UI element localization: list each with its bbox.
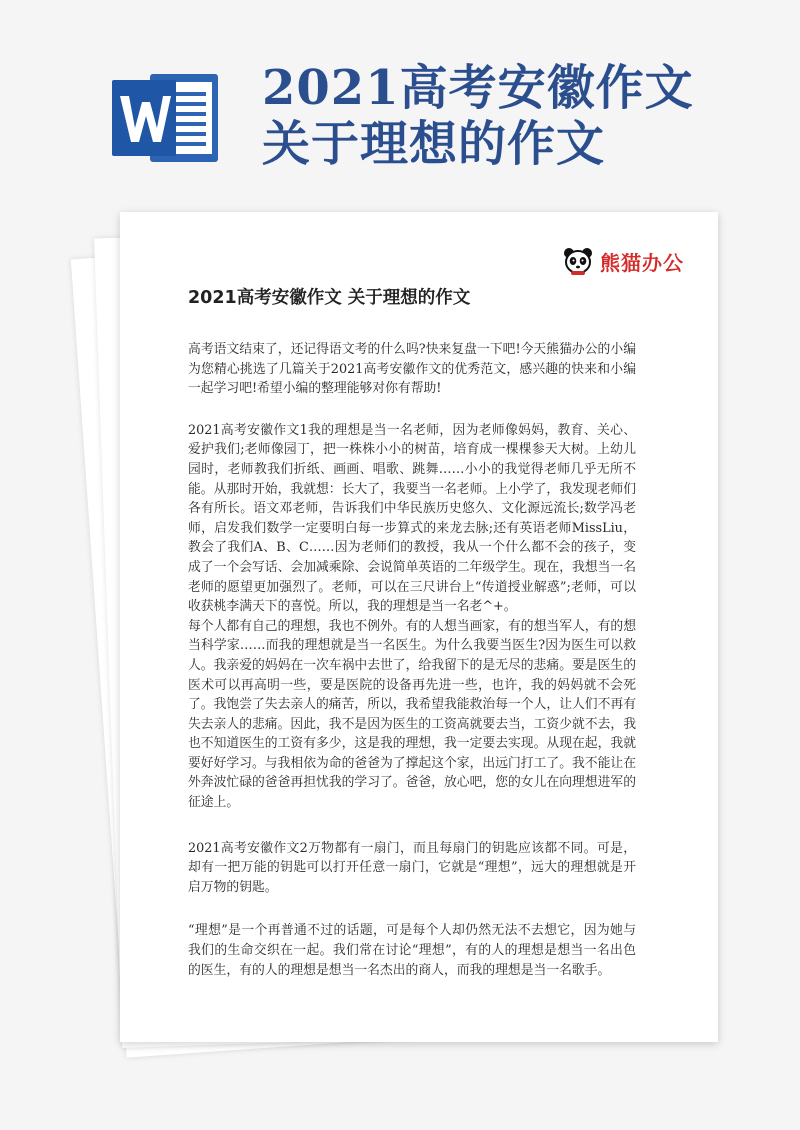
paragraph-intro: 高考语文结束了，还记得语文考的什么吗?快来复盘一下吧!今天熊猫办公的小编为您精心挑选了几篇关于2021高考安徽作文的优秀范文，感兴趣的快来和小编一起学习吧!希望小编的整理能够对你有帮助! [188,342,636,397]
paragraph-essay-2: 2021高考安徽作文2万物都有一扇门，而且每扇门的钥匙应该都不同。可是，却有一把万能的钥匙可以打开任意一扇门，它就是“理想”，远大的理想就是开启万物的钥匙。 [188,840,636,895]
cover-title-line-2: 关于理想的作文 [262,116,606,172]
paragraph-essay-1b: 每个人都有自己的理想，我也不例外。有的人想当画家，有的想当军人，有的想当科学家……而我的理想就是当一名医生。为什么我要当医生?因为医生可以救人。我亲爱的妈妈在一次车祸中去世了，给我留下的是无尽的悲痛。要是医生的医术可以再高明一些，要是医院的设备再先进一些，也许，我的妈妈就不会死了。我饱尝了失去亲人的痛苦，所以，我希望我能救治每一个人，让人们不再有失去亲人的悲痛。因此，我不是因为医生的工资高就要去当，工资少就不去，我也不知道医生的工资有多少，这是我的理想，我一定要去实现。从现在起，我就要好好学习。与我相依为命的爸爸为了撑起这个家，出远门打工了。我不能让在外奔波忙碌的爸爸再担忧我的学习了。爸爸，放心吧，您的女儿在向理想进军的征途上。 [188,618,636,811]
brand [562,246,684,276]
paragraph-essay-1: 2021高考安徽作文1我的理想是当一名老师，因为老师像妈妈，教育、关心、爱护我们;老师像园丁，把一株株小小的树苗，培育成一棵棵参天大树。上幼儿园时，老师教我们折纸、画画、唱歌、跳舞……小小的我觉得老师几乎无所不能。从那时开始，我就想：长大了，我要当一名老师。上小学了，我发现老师们各有所长。语文邓老师，告诉我们中华民族历史悠久、文化源远流长;数学冯老师，启发我们数学一定要明白每一步算式的来龙去脉;还有英语老师MissLiu，教会了我们A、B、C……因为老师们的教授，我从一个什么都不会的孩子，变成了一个会写话、会加减乘除、会说简单英语的二年级学生。现在，我想当一名老师的愿望更加强烈了。老师，可以在三尺讲台上“传道授业解惑”;老师，可以收获桃李满天下的喜悦。所以，我的理想是当一名老^+。 [188,422,636,615]
document-body [188,340,636,980]
paragraph-essay-2b: “理想”是一个再普通不过的话题，可是每个人却仍然无法不去想它，因为她与我们的生命交织在一起。我们常在讨论“理想”，有的人的理想是想当一名出色的医生，有的人的理想是想当一名杰出的商人，而我的理想是当一名歌手。 [188,923,636,978]
document-page [120,212,718,1042]
panda-logo-icon [562,246,594,276]
document-title: 2021高考安徽作文 关于理想的作文 [188,288,471,308]
cover-title [262,60,694,172]
word-document-icon [112,66,222,170]
brand-name: 熊猫办公 [600,250,684,275]
cover-title-line-1: 2021高考安徽作文 [262,60,694,116]
